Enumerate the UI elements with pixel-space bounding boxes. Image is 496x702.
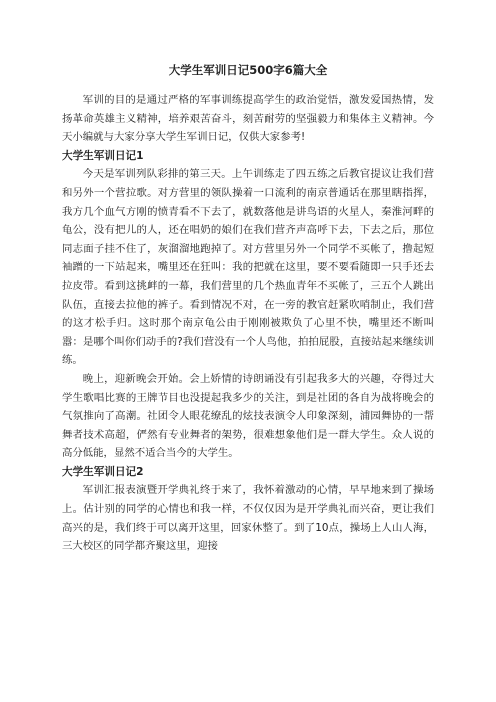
section-heading: 大学生军训日记1 [62, 149, 144, 162]
section-diary-1 [62, 147, 434, 463]
section-heading: 大学生军训日记2 [62, 465, 144, 478]
intro-paragraph: 军训的目的是通过严格的军事训练提高学生的政治觉悟，激发爱国热情，发扬革命英雄主义精神，培养艰苦奋斗，刻苦耐劳的坚强毅力和集体主义精神。今天小编就与大家分享大学生军训日记，仅供大家参考! [62, 94, 434, 144]
section-diary-2 [62, 463, 434, 556]
body-paragraph: 军训汇报表演暨开学典礼终于来了，我怀着激动的心情，早早地来到了操场上。估计别的同学的心情也和我一样，不仅仅因为是开学典礼而兴奋，更让我们高兴的是，我们终于可以离开这里，回家休整了。到了10点，操场上人山人海，三大校区的同学都齐聚这里，迎接 [62, 484, 434, 553]
body-paragraph: 今天是军训列队彩排的第三天。上午训练走了四五练之后教官提议让我们营和另外一个营拉歌。对方营里的领队操着一口流利的南京普通话在那里瞎指挥，我方几个血气方刚的愤青看不下去了，就数落他是讲鸟语的火星人，秦淮河畔的龟公，没有把儿的人，还在唱奶的娘们在我们营齐声高呼下去，下去之后，那位同志面子挂不住了，灰溜溜地跑掉了。对方营里另外一个同学不买帐了，撸起短袖蹭的一下站起来，嘴里还在狂叫：我的把就在这里，要不要看随即一只手还去拉皮带。看到这挑衅的一幕，我们营里的几个热血青年不买帐了，三五个人跳出队伍，直接去拉他的裤子。看到情况不对，在一旁的教官赶紧吹哨制止，我们营的这才松手归。这时那个南京龟公由于刚刚被欺负了心里不快，嘴里还不断叫嚣：是哪个叫你们动手的?我们营没有一个人鸟他，拍拍屁股，直接站起来继续训练。 [62, 168, 434, 367]
document-title: 大学生军训日记500字6篇大全 [168, 63, 328, 77]
body-paragraph: 晚上，迎新晚会开始。会上娇情的诗朗诵没有引起我多大的兴趣，夺得过大学生歌唱比赛的王牌节目也没提起我多少的关注，到是社团的各自为战将晚会的气氛推向了高潮。社团令人眼花缭乱的炫技表演令人印象深刻，浦园舞协的一帮舞者技术高超，俨然有专业舞者的架势，很难想象他们是一群大学生。众人说的高分低能，显然不适合当今的大学生。 [62, 372, 434, 460]
